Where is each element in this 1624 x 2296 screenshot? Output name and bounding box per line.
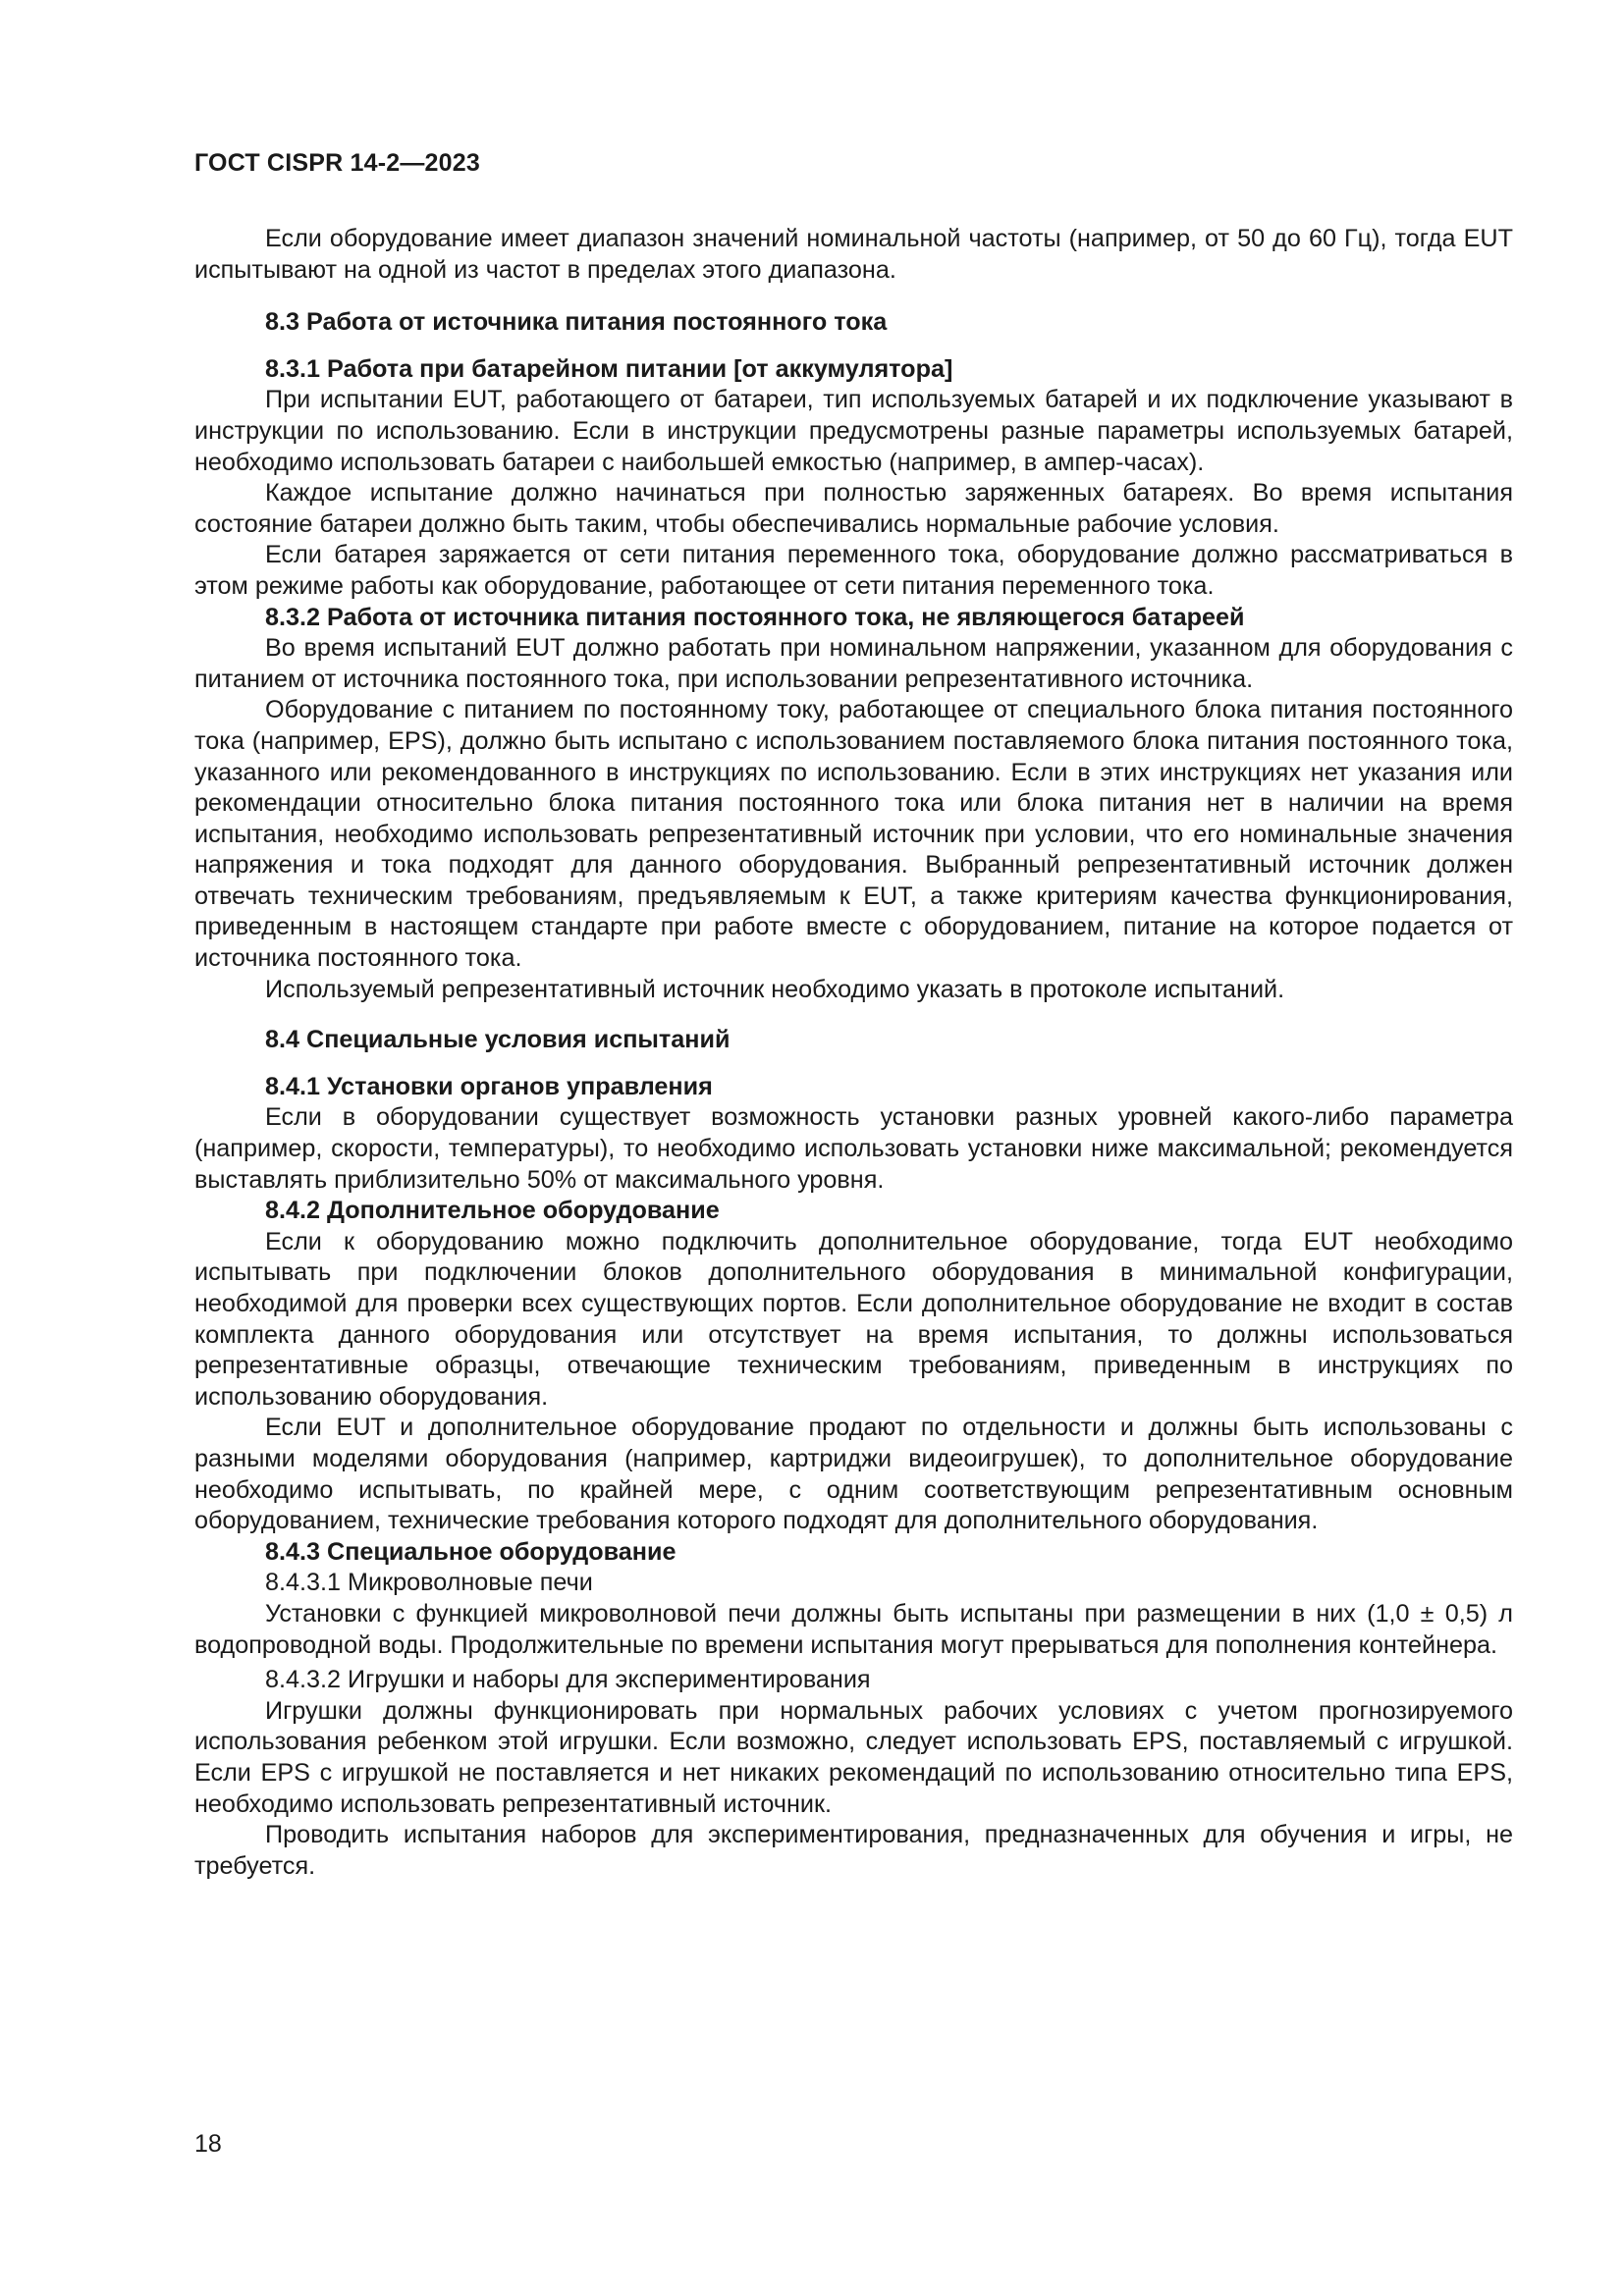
section-8-3-2-heading: 8.3.2 Работа от источника питания постоянного тока, не являющегося батареей <box>265 603 1245 631</box>
section-8-3-1-heading: 8.3.1 Работа при батарейном питании [от аккумулятора] <box>265 354 953 383</box>
section-8-4-2-heading: 8.4.2 Дополнительное оборудование <box>265 1197 720 1225</box>
section-8-4-3-2-paragraph-1: Игрушки должны функционировать при нормальных рабочих условиях с учетом прогнозируемого использования ребенком этой игрушки. Если возможно, следует использовать EPS, поставляемый с игрушкой. Если EPS с игрушкой не поставляется и нет никаких рекомендаций по использованию относительно типа EPS, необходимо использовать репрезентативный источник. <box>194 1696 1513 1818</box>
page-body <box>194 224 1513 1882</box>
section-8-3-heading: 8.3 Работа от источника питания постоянного тока <box>265 308 888 337</box>
section-8-3-1-paragraph-2: Каждое испытание должно начинаться при полностью заряженных батареях. Во время испытания состояние батареи должно быть таким, чтобы обеспечивались нормальные рабочие условия. <box>194 479 1513 538</box>
page-number: 18 <box>194 2130 222 2158</box>
section-8-3-2-paragraph-2: Оборудование с питанием по постоянному току, работающее от специального блока питания постоянного тока (например, EPS), должно быть испытано с использованием поставляемого блока питания постоянного тока, указанного или рекомендованного в инструкциях по использованию. Если в этих инструкциях нет указания или рекомендации относительно блока питания постоянного тока или блока питания нет в наличии на время испытания, необходимо использовать репрезентативный источник при условии, что его номинальные значения напряжения и тока подходят для данного оборудования. Выбранный репрезентативный источник должен отвечать техническим требованиям, предъявляемым к EUT, а также критериям качества функционирования, приведенным в настоящем стандарте при работе вместе с оборудованием, питание на которое подается от источника постоянного тока. <box>194 696 1513 973</box>
section-8-4-3-1-paragraph-1: Установки с функцией микроволновой печи должны быть испытаны при размещении в них (1,0 ± 0,5) л водопроводной воды. Продолжительные по времени испытания могут прерываться для пополнения контейнера. <box>194 1599 1513 1659</box>
section-8-4-1-paragraph-1: Если в оборудовании существует возможность установки разных уровней какого-либо параметра (например, скорости, температуры), то необходимо использовать установки ниже максимальной; рекомендуется выставлять приблизительно 50% от максимального уровня. <box>194 1103 1513 1194</box>
section-8-4-3-heading: 8.4.3 Специальное оборудование <box>265 1537 677 1566</box>
section-8-4-2-paragraph-1: Если к оборудованию можно подключить дополнительное оборудование, тогда EUT необходимо испытывать при подключении блоков дополнительного оборудования в минимальной конфигурации, необходимой для проверки всех существующих портов. Если дополнительное оборудование не входит в состав комплекта данного оборудования или отсутствует на время испытания, то должны использоваться репрезентативные образцы, отвечающие техническим требованиям, приведенным в инструкциях по использованию оборудования. <box>194 1227 1513 1411</box>
section-8-4-heading: 8.4 Специальные условия испытаний <box>265 1026 731 1054</box>
section-8-3-1-paragraph-3: Если батарея заряжается от сети питания переменного тока, оборудование должно рассматриваться в этом режиме работы как оборудование, работающее от сети питания переменного тока. <box>194 541 1513 600</box>
section-8-4-3-2-heading: 8.4.3.2 Игрушки и наборы для экспериментирования <box>265 1666 871 1694</box>
paragraph-intro: Если оборудование имеет диапазон значений номинальной частоты (например, от 50 до 60 Гц), тогда EUT испытывают на одной из частот в пределах этого диапазона. <box>194 225 1513 284</box>
section-8-3-2-paragraph-3: Используемый репрезентативный источник необходимо указать в протоколе испытаний. <box>265 975 1285 1003</box>
section-8-3-2-paragraph-1: Во время испытаний EUT должно работать при номинальном напряжении, указанном для оборудования с питанием от источника постоянного тока, при использовании репрезентативного источника. <box>194 634 1513 693</box>
section-8-3-1-paragraph-1: При испытании EUT, работающего от батареи, тип используемых батарей и их подключение указывают в инструкции по использованию. Если в инструкции предусмотрены разные параметры используемых батарей, необходимо использовать батареи с наибольшей емкостью (например, в ампер-часах). <box>194 386 1513 476</box>
section-8-4-3-2-paragraph-2: Проводить испытания наборов для экспериментирования, предназначенных для обучения и игры, не требуется. <box>194 1821 1513 1880</box>
section-8-4-2-paragraph-2: Если EUT и дополнительное оборудование продают по отдельности и должны быть использованы с разными моделями оборудования (например, картриджи видеоигрушек), то дополнительное оборудование необходимо испытывать, по крайней мере, с одним соответствующим репрезентативным основным оборудованием, технические требования которого подходят для дополнительного оборудования. <box>194 1414 1513 1535</box>
document-code-header: ГОСТ CISPR 14-2—2023 <box>194 149 480 177</box>
section-8-4-3-1-heading: 8.4.3.1 Микроволновые печи <box>265 1569 593 1597</box>
section-8-4-1-heading: 8.4.1 Установки органов управления <box>265 1072 713 1100</box>
